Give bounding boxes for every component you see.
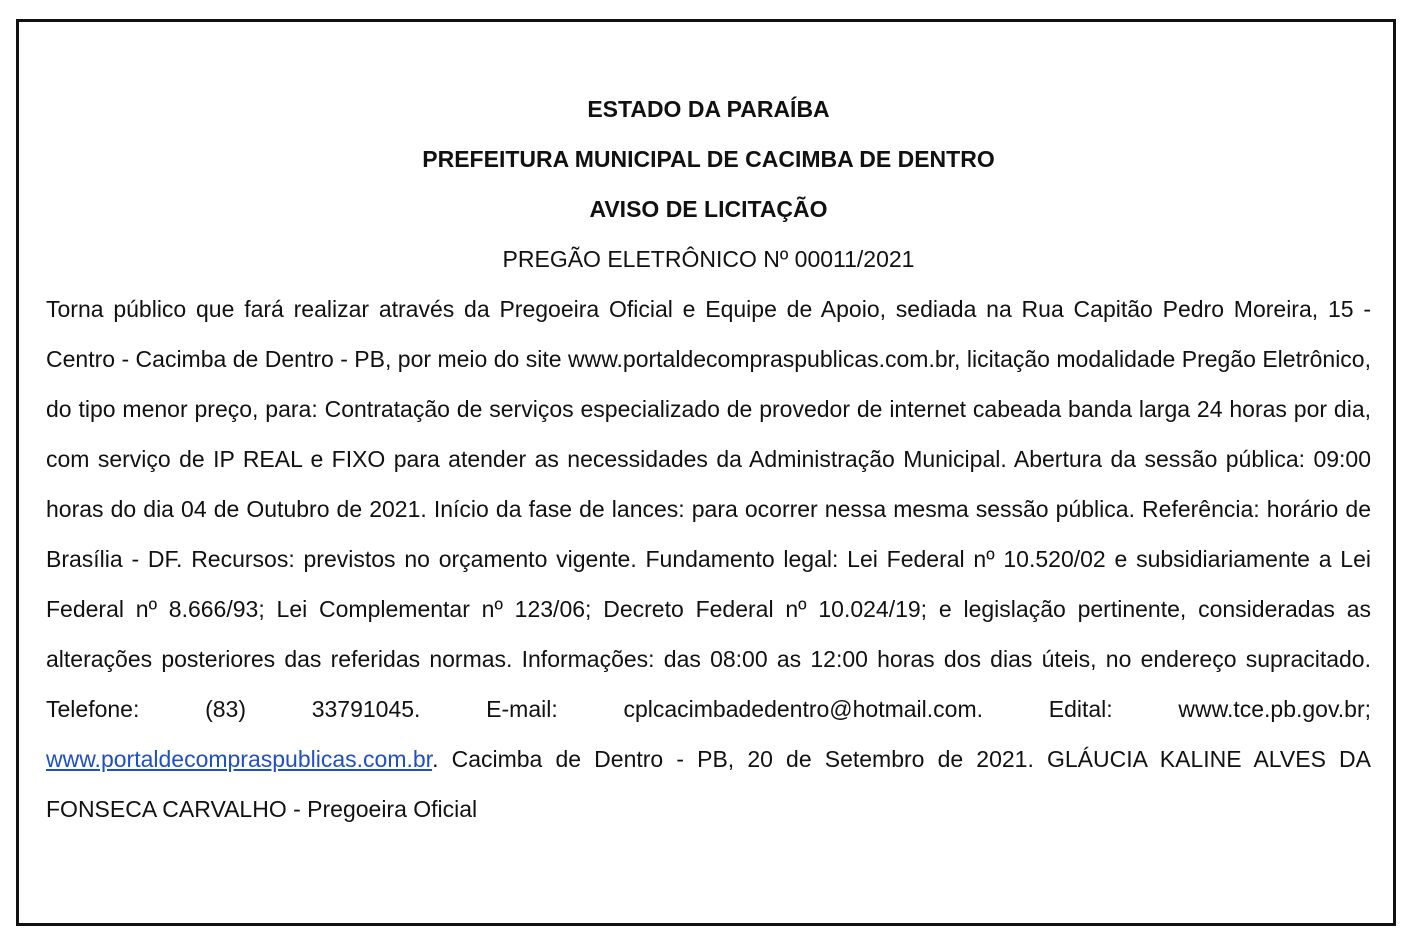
- notice-type-title: AVISO DE LICITAÇÃO: [589, 196, 828, 222]
- notice-closing-text: . Cacimba de Dentro - PB, 20 de Setembro de 2021. GLÁUCIA KALINE ALVES DA FONSECA CARVALHO - Pregoeira Oficial: [46, 746, 1371, 822]
- notice-content: [46, 84, 1371, 834]
- state-title: ESTADO DA PARAÍBA: [587, 96, 830, 122]
- portal-link[interactable]: www.portaldecompraspublicas.com.br: [46, 746, 433, 772]
- process-number: PREGÃO ELETRÔNICO Nº 00011/2021: [502, 246, 915, 272]
- notice-main-text: Torna público que fará realizar através da Pregoeira Oficial e Equipe de Apoio, sediada na Rua Capitão Pedro Moreira, 15 - Centro - Cacimba de Dentro - PB, por meio do site www.portaldecompraspublicas.com.br, licitação modalidade Pregão Eletrônico, do tipo menor preço, para: Contratação de serviços especializado de provedor de internet cabeada banda larga 24 horas por dia, com serviço de IP REAL e FIXO para atender as necessidades da Administração Municipal. Abertura da sessão pública: 09:00 horas do dia 04 de Outubro de 2021. Início da fase de lances: para ocorrer nessa mesma sessão pública. Referência: horário de Brasília - DF. Recursos: previstos no orçamento vigente. Fundamento legal: Lei Federal nº 10.520/02 e subsidiariamente a Lei Federal nº 8.666/93; Lei Complementar nº 123/06; Decreto Federal nº 10.024/19; e legislação pertinente, consideradas as alterações posteriores das referidas normas. Informações: das 08:00 as 12:00 horas dos dias úteis, no endereço supracitado. Telefone: (83) 33791045. E-mail: cplcacimbadedentro@hotmail.com. Edital: www.tce.pb.gov.br;: [46, 296, 1371, 722]
- notice-body: [46, 284, 1371, 834]
- municipality-title: PREFEITURA MUNICIPAL DE CACIMBA DE DENTRO: [422, 146, 995, 172]
